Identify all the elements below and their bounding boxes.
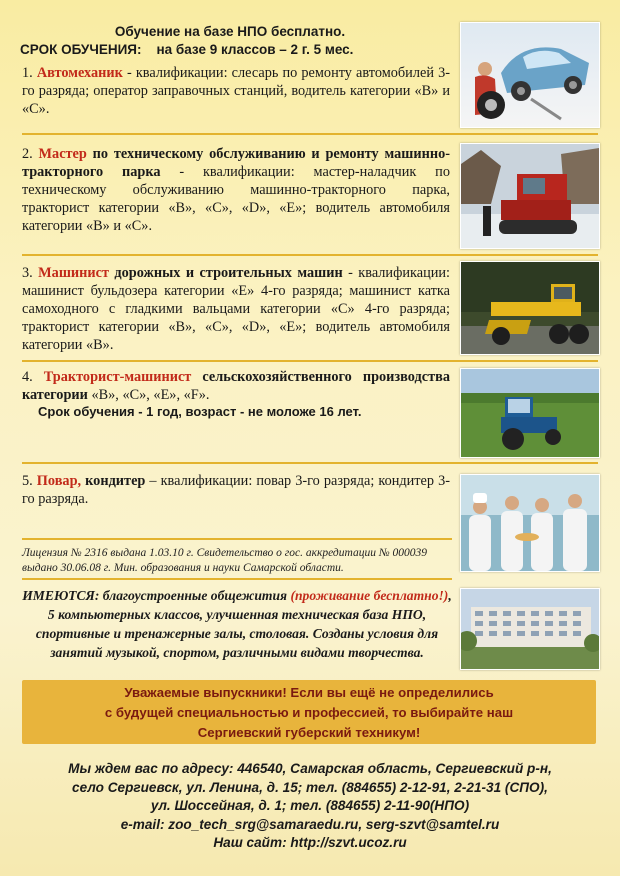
program-name-rest: сельскохозяйственного производства категории [22, 369, 450, 403]
program-number: 5. [22, 473, 33, 489]
study-term-label: СРОК ОБУЧЕНИЯ: [20, 42, 142, 57]
contact-email[interactable]: e-mail: zoo_tech_srg@samaraedu.ru, serg-szvt@samtel.ru [120, 816, 500, 832]
program-desc: – квалификации: повар 3-го разряда; кондитер 3-го разряда. [22, 473, 450, 507]
grader-image [460, 261, 600, 355]
banner-line-1: Уважаемые выпускники! Если вы ещё не определились [124, 685, 494, 700]
car-mechanic-image [460, 22, 600, 128]
program-4-note: Срок обучения - 1 год, возраст - не моложе 16 лет. [38, 404, 362, 419]
program-number: 4. [22, 369, 33, 385]
program-desc: - квалификации: мастер-наладчик по техническому обслуживанию машинно-тракторного парка, тракторист категории «В», «С», «D», «Е»; водитель автомобиля категории «В» и «С». [22, 164, 450, 234]
divider [22, 360, 598, 362]
program-number: 3. [22, 265, 33, 281]
license-text: Лицензия № 2316 выдана 1.03.10 г. Свидетельство о гос. аккредитации № 000039 выдано 30.06.08 г. Мин. образования и науки Самарской области. [22, 547, 428, 574]
contact-address: Мы ждем вас по адресу: 446540, Самарская область, Сергиевский р-н, [68, 761, 552, 776]
study-term [20, 42, 353, 57]
contact-address-npo: ул. Шоссейная, д. 1; тел. (884655) 2-11-90(НПО) [150, 798, 470, 814]
program-2 [22, 145, 450, 235]
free-housing-note: (проживание бесплатно!) [290, 588, 449, 603]
divider [22, 462, 598, 464]
graduates-banner [22, 680, 596, 744]
program-4 [22, 368, 450, 404]
program-name-rest: кондитер [81, 473, 146, 489]
contacts-block [0, 760, 620, 853]
banner-line-3: Сергиевский губерский техникум! [197, 725, 421, 740]
divider [22, 133, 598, 135]
contact-website[interactable]: Наш сайт: http://szvt.ucoz.ru [213, 835, 407, 851]
study-term-value: на базе 9 классов – 2 г. 5 мес. [156, 42, 354, 57]
program-name-rest: дорожных и строительных машин [108, 265, 343, 281]
program-number: 2. [22, 146, 33, 162]
header-title: Обучение на базе НПО бесплатно. [114, 24, 346, 39]
farm-tractor-image [460, 368, 600, 458]
divider [22, 538, 452, 540]
program-3 [22, 264, 450, 354]
facilities-text [22, 586, 452, 662]
cooks-image [460, 474, 600, 572]
facilities-text2: , 5 компьютерных классов, улучшенная техническая база НПО, спортивные и тренажерные залы, столовая. Созданы условия для занятий музыкой, спортом, различными видами творчества. [35, 588, 452, 660]
divider [22, 578, 452, 580]
program-number: 1. [22, 65, 33, 81]
program-name: Автомеханик [36, 65, 123, 81]
dormitory-image [460, 588, 600, 670]
program-name: Машинист [38, 265, 109, 281]
program-name: Тракторист-машинист [43, 369, 192, 385]
facilities-lead: ИМЕЮТСЯ: [22, 588, 100, 603]
program-desc: - квалификации: машинист бульдозера категории «Е» 4-го разряда; машинист катка самоходного с гладкими вальцами категории «С» 4-го разряда; тракторист категории «В», «С», «D», «Е»; водитель автомобиля категории «В». [22, 265, 450, 353]
banner-line-2: с будущей специальностью и профессией, то выбирайте наш [104, 705, 514, 720]
divider [22, 254, 598, 256]
program-name: Мастер [38, 146, 87, 162]
tractor-image [460, 143, 600, 249]
program-desc: - квалификации: слесарь по ремонту автомобилей 3-го разряда; оператор заправочных станций, водитель категории «В» и «С». [22, 65, 450, 117]
program-name-rest: по техническому обслуживанию и ремонту машинно-тракторного парка [22, 146, 450, 180]
program-desc: «В», «С», «Е», «F». [87, 387, 210, 403]
program-name: Повар, [36, 473, 82, 489]
program-5 [22, 472, 450, 508]
program-1 [22, 64, 450, 118]
contact-address-phone: село Сергиевск, ул. Ленина, д. 15; тел. (884655) 2-12-91, 2-21-31 (СПО), [72, 779, 548, 795]
facilities-text1: благоустроенные общежития [99, 588, 288, 603]
